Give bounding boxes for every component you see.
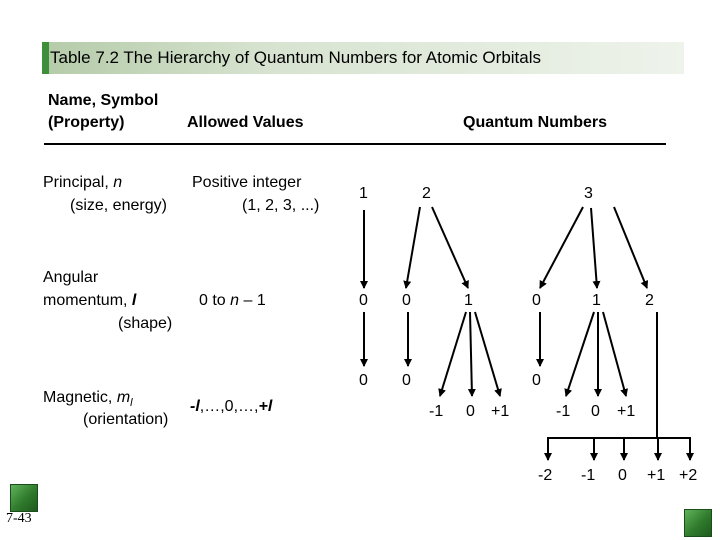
n-value-2: 2 bbox=[422, 185, 431, 202]
n-value-3: 3 bbox=[584, 185, 593, 202]
angular-name-2: momentum, l bbox=[43, 292, 137, 309]
corner-square-left bbox=[10, 484, 38, 512]
arrow-n3-l2 bbox=[614, 207, 647, 288]
arrow-p-0 bbox=[470, 312, 472, 396]
principal-allowed-2: (1, 2, 3, ...) bbox=[242, 197, 320, 214]
l-value: 0 bbox=[402, 292, 411, 309]
l-value: 1 bbox=[464, 292, 473, 309]
header-allowed-values: Allowed Values bbox=[187, 114, 304, 131]
arrow-p3-minus1 bbox=[566, 312, 594, 396]
header-name-symbol: Name, Symbol bbox=[48, 92, 159, 109]
page-number: 7-43 bbox=[6, 511, 32, 526]
arrow-n2-l1 bbox=[432, 207, 468, 288]
l-value: 1 bbox=[592, 292, 601, 309]
m-value: +1 bbox=[617, 403, 636, 420]
l-value: 0 bbox=[532, 292, 541, 309]
m-value: 0 bbox=[591, 403, 600, 420]
m-value: 0 bbox=[402, 372, 411, 389]
m-value: +1 bbox=[491, 403, 510, 420]
principal-name: Principal, n bbox=[43, 174, 123, 191]
corner-square-right bbox=[684, 509, 712, 537]
m-value: -2 bbox=[538, 467, 553, 484]
m-value: 0 bbox=[532, 372, 541, 389]
arrow-n2-l0 bbox=[406, 207, 420, 288]
table-title: Table 7.2 The Hierarchy of Quantum Numbers for Atomic Orbitals bbox=[50, 48, 541, 67]
magnetic-allowed: -l,…,0,…,+l bbox=[190, 398, 273, 415]
angular-name-1: Angular bbox=[43, 269, 99, 286]
header-quantum-numbers: Quantum Numbers bbox=[463, 114, 608, 131]
l-value: 0 bbox=[359, 292, 368, 309]
principal-property: (size, energy) bbox=[70, 197, 167, 214]
arrow-n3-l0 bbox=[540, 207, 583, 288]
m-value: -1 bbox=[429, 403, 444, 420]
principal-allowed-1: Positive integer bbox=[192, 174, 302, 191]
m-value: +1 bbox=[647, 467, 666, 484]
m-value: 0 bbox=[466, 403, 475, 420]
m-value: -1 bbox=[581, 467, 596, 484]
angular-property: (shape) bbox=[118, 315, 173, 332]
n-value-1: 1 bbox=[359, 185, 368, 202]
arrow-p3-plus1 bbox=[603, 312, 626, 396]
arrow-p-plus1 bbox=[475, 312, 500, 396]
arrow-n3-l1 bbox=[591, 208, 597, 288]
m-value: +2 bbox=[679, 467, 698, 484]
m-value: 0 bbox=[618, 467, 627, 484]
l-value: 2 bbox=[645, 292, 654, 309]
angular-allowed: 0 to n – 1 bbox=[199, 292, 266, 309]
m-value: 0 bbox=[359, 372, 368, 389]
header-property: (Property) bbox=[48, 114, 125, 131]
arrow-p-minus1 bbox=[440, 312, 466, 396]
m-value: -1 bbox=[556, 403, 571, 420]
magnetic-name: Magnetic, $m_l$ bbox=[43, 389, 133, 410]
magnetic-property: (orientation) bbox=[83, 411, 169, 428]
